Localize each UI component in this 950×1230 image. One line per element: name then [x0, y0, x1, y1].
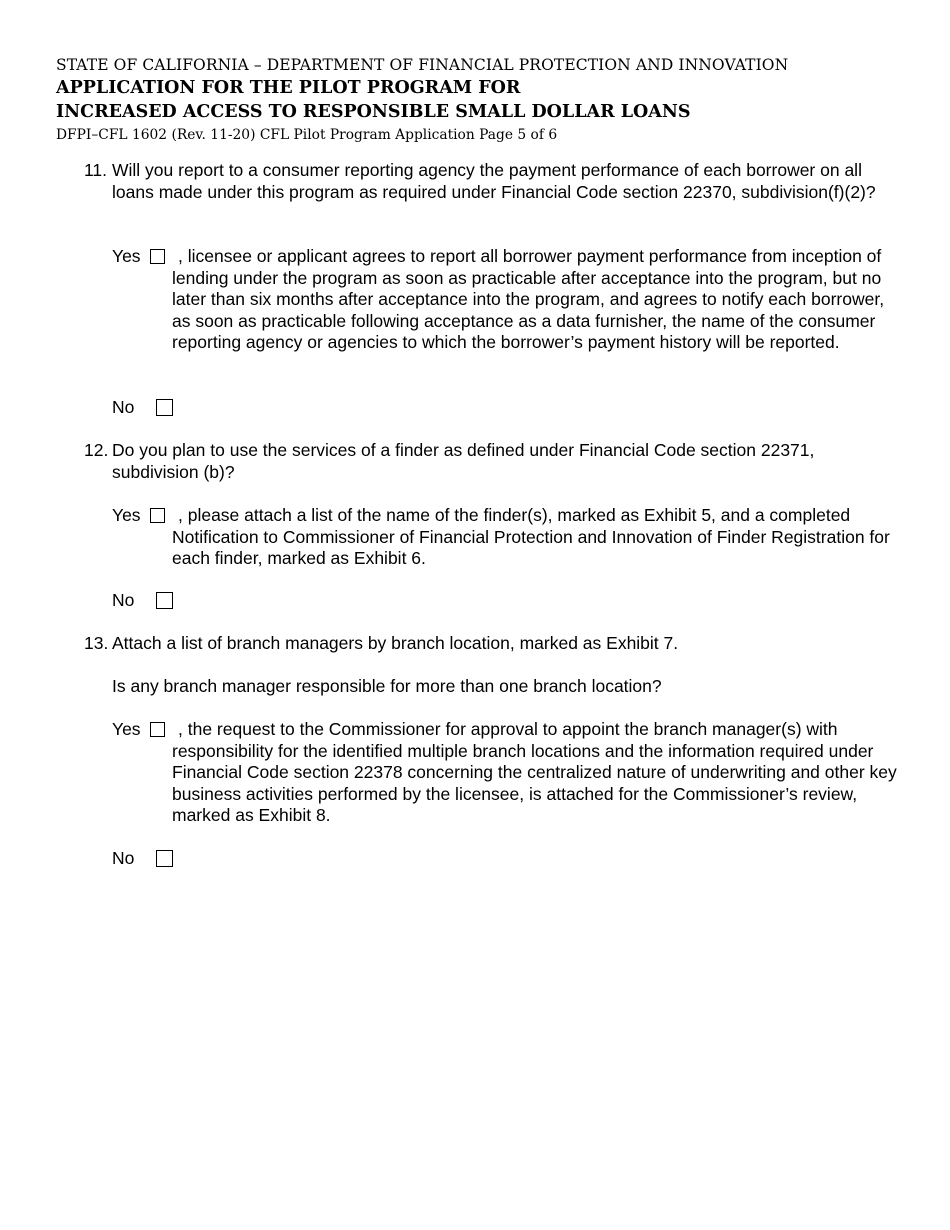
question-text: Do you plan to use the services of a finder as defined under Financial Code section 22371, subdivision (b)?	[112, 440, 815, 482]
question-number: 13.	[84, 633, 109, 653]
no-label: No	[112, 848, 135, 868]
question-13-yes-option	[112, 719, 902, 827]
document-header	[56, 55, 788, 145]
question-13	[84, 633, 904, 655]
yes-checkbox[interactable]	[150, 249, 165, 264]
yes-explanation-text: , the request to the Commissioner for approval to appoint the branch manager(s) with responsibility for the identified multiple branch locations and the information required under Financial Code section 22378 concerning the centralized nature of underwriting and other key business activities performed by the licensee, is attached for the Commissioner’s review, marked as Exhibit 8.	[172, 719, 897, 825]
no-checkbox[interactable]	[156, 850, 173, 867]
yes-explanation-text: , please attach a list of the name of the finder(s), marked as Exhibit 5, and a completed Notification to Commissioner of Financial Protection and Innovation of Finder Registration for each finder, marked as Exhibit 6.	[172, 505, 890, 568]
question-number: 12.	[84, 440, 109, 460]
question-text: Attach a list of branch managers by branch location, marked as Exhibit 7.	[112, 633, 679, 653]
no-checkbox[interactable]	[156, 399, 173, 416]
no-label: No	[112, 590, 135, 610]
yes-label: Yes	[112, 719, 141, 739]
yes-explanation	[172, 719, 902, 827]
question-text: Will you report to a consumer reporting agency the payment performance of each borrower on all loans made under this program as required under Financial Code section 22370, subdivision(f)(2)?	[112, 160, 876, 202]
question-11	[84, 160, 904, 203]
question-12-yes-option	[112, 505, 902, 570]
no-label: No	[112, 397, 135, 417]
yes-explanation	[172, 505, 902, 570]
agency-name: STATE OF CALIFORNIA – DEPARTMENT OF FINANCIAL PROTECTION AND INNOVATION	[56, 56, 789, 74]
question-number: 11.	[84, 160, 108, 180]
form-title-line-1: APPLICATION FOR THE PILOT PROGRAM FOR	[56, 78, 521, 98]
question-13-subquestion: Is any branch manager responsible for more than one branch location?	[112, 676, 662, 696]
yes-checkbox[interactable]	[150, 508, 165, 523]
yes-checkbox[interactable]	[150, 722, 165, 737]
form-id: DFPI–CFL 1602 (Rev. 11-20) CFL Pilot Program Application Page 5 of 6	[56, 127, 558, 143]
question-12	[84, 440, 904, 483]
yes-explanation	[172, 246, 902, 354]
yes-label: Yes	[112, 246, 141, 266]
yes-label: Yes	[112, 505, 141, 525]
question-11-yes-option	[112, 246, 902, 354]
no-checkbox[interactable]	[156, 592, 173, 609]
form-title-line-2: INCREASED ACCESS TO RESPONSIBLE SMALL DOLLAR LOANS	[56, 102, 691, 122]
yes-explanation-text: , licensee or applicant agrees to report all borrower payment performance from inception of lending under the program as soon as practicable after acceptance into the program, but no later than six months after acceptance into the program, and agrees to notify each borrower, as soon as practicable following acceptance as a data furnisher, the name of the consumer reporting agency or agencies to which the borrower’s payment history will be reported.	[172, 246, 885, 352]
